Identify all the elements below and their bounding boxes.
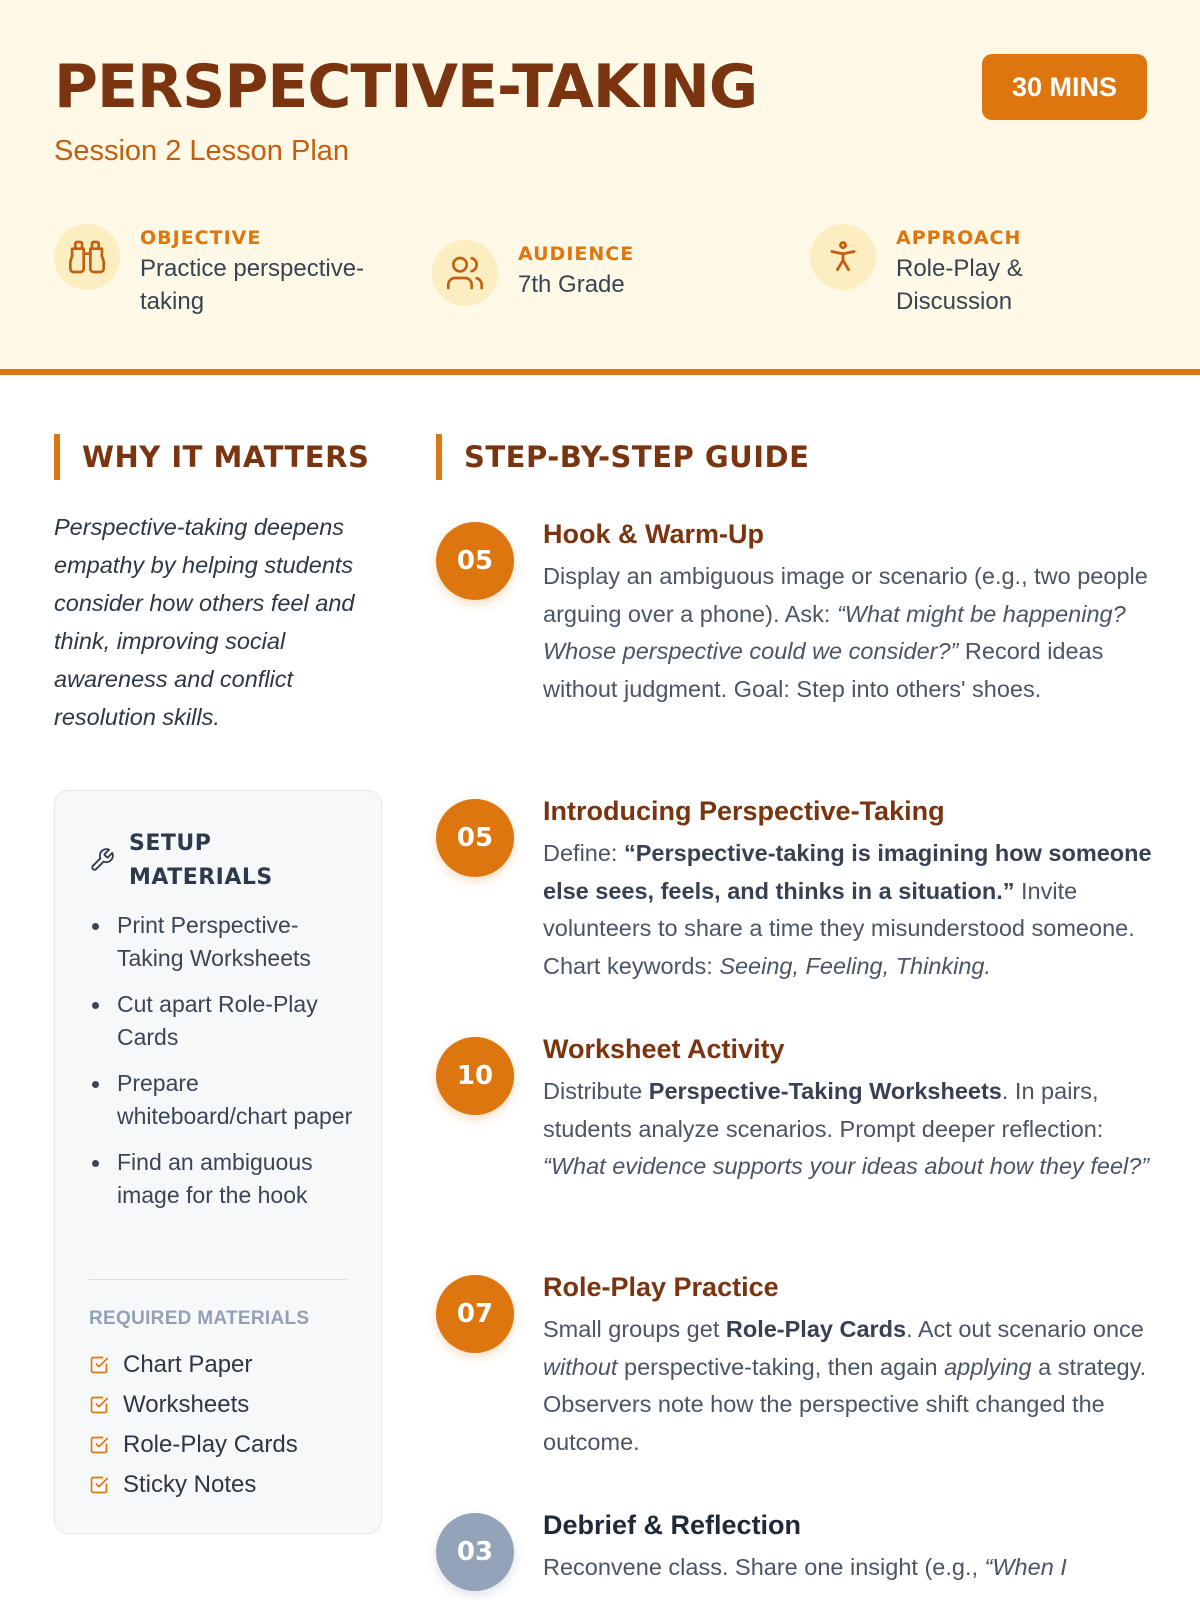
checkbox-icon: [89, 1355, 109, 1375]
step-title: Hook & Warm-Up: [543, 519, 764, 549]
meta-value: 7th Grade: [518, 271, 625, 298]
list-item: Cut apart Role-Play Cards: [89, 988, 359, 1054]
step-description: [543, 1073, 1153, 1186]
guide-heading: STEP-BY-STEP GUIDE: [436, 434, 809, 480]
text-segment: . Act out scenario once: [906, 1316, 1144, 1342]
binoculars-icon: [54, 224, 120, 290]
text-segment: Invite volunteers to share a time they misunderstood someone. Chart keywords:: [543, 877, 1135, 979]
emphasis-italic: applying: [944, 1353, 1032, 1380]
why-text: Perspective-taking deepens empathy by helping students consider how others feel and think, improving social awareness and conflict resolution skills.: [54, 514, 355, 730]
step-description: [543, 558, 1153, 708]
meta-audience: [432, 240, 768, 306]
list-item: Print Perspective-Taking Worksheets: [89, 909, 359, 975]
list-item: [89, 1345, 298, 1385]
required-item-label: Role-Play Cards: [123, 1431, 298, 1458]
meta-approach: [810, 224, 1096, 318]
emphasis-italic: “What evidence supports your ideas about how they feel?”: [543, 1153, 1150, 1179]
text-segment: perspective-taking, then again: [617, 1353, 945, 1380]
required-item-label: Worksheets: [123, 1391, 250, 1418]
meta-label: APPROACH: [896, 227, 1022, 249]
text-segment: . In pairs, students analyze scenarios. Prompt deeper reflection:: [543, 1078, 1104, 1142]
emphasis-italic: Seeing, Feeling, Thinking.: [719, 952, 992, 979]
text-segment: a strategy. Observers note how the perspective shift changed the outcome.: [543, 1353, 1147, 1455]
step-title: Debrief & Reflection: [543, 1510, 802, 1540]
text-segment: Display an ambiguous image or scenario (e.g., two people arguing over a phone). Ask:: [543, 563, 1148, 627]
required-label: REQUIRED MATERIALS: [89, 1308, 310, 1329]
setup-title: SETUP MATERIALS: [129, 831, 273, 890]
person-icon: [810, 224, 876, 290]
required-item-label: Sticky Notes: [123, 1471, 257, 1498]
step-description: [543, 1549, 1153, 1587]
setup-list: [89, 909, 359, 1225]
text-segment: Small groups get: [543, 1316, 726, 1342]
checkbox-icon: [89, 1435, 109, 1455]
step-minutes: 03: [436, 1513, 514, 1591]
meta-value: Role-Play & Discussion: [896, 255, 1023, 315]
emphasis-italic: without: [543, 1353, 618, 1380]
lesson-header: [0, 0, 1200, 375]
duration-badge: 30 MINS: [982, 54, 1147, 120]
text-segment: Distribute: [543, 1078, 649, 1104]
meta-label: AUDIENCE: [518, 243, 635, 265]
emphasis-italic: “What might be happening? Whose perspective could we consider?”: [543, 600, 1126, 664]
list-item: [89, 1425, 298, 1465]
emphasis-bold: Perspective-Taking Worksheets: [648, 1078, 1002, 1104]
setup-card: [54, 790, 382, 1534]
emphasis-bold: “Perspective-taking is imagining how someone else sees, feels, and thinks in a situation.”: [543, 840, 1152, 904]
page-subtitle: Session 2 Lesson Plan: [54, 135, 350, 167]
wrench-icon: [89, 847, 115, 895]
list-item: [89, 1465, 298, 1505]
step-minutes: 05: [436, 799, 514, 877]
meta-objective: [54, 224, 390, 318]
text-segment: Define:: [543, 840, 624, 866]
step-minutes: 10: [436, 1037, 514, 1115]
checkbox-icon: [89, 1475, 109, 1495]
meta-value: Practice perspective-taking: [140, 255, 365, 315]
emphasis-bold: Role-Play Cards: [725, 1316, 907, 1342]
list-item: [89, 1385, 298, 1425]
step-title: Worksheet Activity: [543, 1034, 785, 1064]
checkbox-icon: [89, 1395, 109, 1415]
divider: [89, 1279, 347, 1280]
step-title: Introducing Perspective-Taking: [543, 796, 945, 826]
step-minutes: 07: [436, 1275, 514, 1353]
list-item: Prepare whiteboard/chart paper: [89, 1067, 359, 1133]
text-segment: Record ideas without judgment. Goal: Step into others' shoes.: [543, 638, 1104, 702]
page-title: PERSPECTIVE-TAKING: [54, 52, 758, 122]
step-title: Role-Play Practice: [543, 1272, 779, 1302]
step-description: [543, 835, 1153, 985]
why-heading: WHY IT MATTERS: [54, 434, 369, 480]
meta-label: OBJECTIVE: [140, 227, 262, 249]
text-segment: Reconvene class. Share one insight (e.g.,: [543, 1554, 985, 1580]
required-item-label: Chart Paper: [123, 1351, 253, 1378]
users-icon: [432, 240, 498, 306]
required-list: [89, 1345, 298, 1505]
step-minutes: 05: [436, 522, 514, 600]
emphasis-italic: “When I: [984, 1554, 1067, 1580]
step-description: [543, 1311, 1153, 1461]
list-item: Find an ambiguous image for the hook: [89, 1146, 359, 1212]
